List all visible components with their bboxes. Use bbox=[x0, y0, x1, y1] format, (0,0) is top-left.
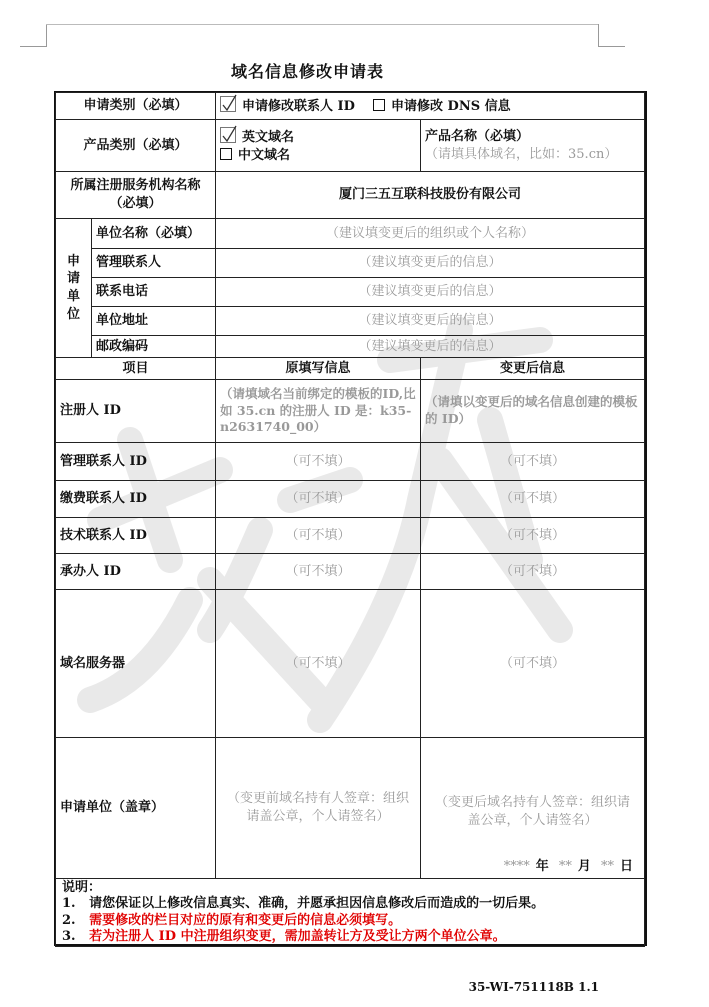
applicant-field-label: 单位地址 bbox=[92, 307, 216, 336]
contact-id-row bbox=[56, 443, 645, 481]
applicant-row bbox=[56, 336, 645, 358]
applicant-field-input[interactable]: （建议填变更后的信息） bbox=[216, 336, 645, 358]
applicant-side-label: 申 请 单 位 bbox=[56, 219, 92, 358]
contact-changed-input[interactable]: （可不填） bbox=[421, 443, 645, 481]
stamp-changed-hint: （变更后域名持有人签章：组织请盖公章，个人请签名） bbox=[435, 795, 631, 828]
stamp-original-area[interactable]: （变更前域名持有人签章：组织请盖公章，个人请签名） bbox=[216, 738, 421, 879]
contact-id-label: 缴费联系人 ID bbox=[56, 481, 216, 518]
stamp-changed-area[interactable] bbox=[421, 738, 645, 879]
checked-checkbox-icon[interactable] bbox=[220, 96, 236, 112]
applicant-field-label: 单位名称（必填） bbox=[92, 219, 216, 249]
registrant-id-row bbox=[56, 380, 645, 443]
checkbox-icon[interactable] bbox=[220, 148, 232, 160]
registrant-id-label: 注册人 ID bbox=[56, 380, 216, 443]
contact-changed-input[interactable]: （可不填） bbox=[421, 554, 645, 590]
application-type-options bbox=[216, 93, 645, 120]
applicant-row bbox=[56, 219, 645, 249]
registrant-original-input[interactable]: （请填域名当前绑定的模板的ID,比如 35.cn 的注册人 ID 是：k35-n2631740_00） bbox=[216, 380, 421, 443]
applicant-field-input[interactable]: （建议填变更后的信息） bbox=[216, 278, 645, 307]
dns-label: 域名服务器 bbox=[56, 590, 216, 738]
contact-changed-input[interactable]: （可不填） bbox=[421, 481, 645, 518]
contact-id-label: 承办人 ID bbox=[56, 554, 216, 590]
application-form bbox=[55, 92, 645, 947]
product-name-label: 产品名称（必填） bbox=[425, 128, 530, 144]
contact-original-input[interactable]: （可不填） bbox=[216, 518, 421, 554]
contact-id-row bbox=[56, 481, 645, 518]
product-type-row bbox=[56, 120, 645, 172]
applicant-row bbox=[56, 278, 645, 307]
option-chinese-domain: 中文域名 bbox=[238, 147, 291, 163]
contact-id-label: 管理联系人 ID bbox=[56, 443, 216, 481]
applicant-field-input[interactable]: （建议填变更后的组织或个人名称） bbox=[216, 219, 645, 249]
contact-id-row bbox=[56, 518, 645, 554]
stamp-label: 申请单位（盖章） bbox=[56, 738, 216, 879]
registrant-changed-input[interactable]: （请填以变更后的域名信息创建的模板的 ID） bbox=[421, 380, 645, 443]
applicant-field-label: 管理联系人 bbox=[92, 249, 216, 278]
contact-changed-input[interactable]: （可不填） bbox=[421, 518, 645, 554]
application-type-row bbox=[56, 93, 645, 120]
stamp-row bbox=[56, 738, 645, 879]
applicant-field-input[interactable]: （建议填变更后的信息） bbox=[216, 307, 645, 336]
notes-row bbox=[56, 879, 645, 947]
note-item: 1. 请您保证以上修改信息真实、准确，并愿承担因信息修改后而造成的一切后果。 bbox=[62, 896, 545, 912]
page-corner-mark bbox=[598, 24, 625, 47]
applicant-field-input[interactable]: （建议填变更后的信息） bbox=[216, 249, 645, 278]
dns-row bbox=[56, 590, 645, 738]
contact-original-input[interactable]: （可不填） bbox=[216, 443, 421, 481]
stamp-date: **** 年 ** 月 ** 日 bbox=[503, 859, 634, 875]
note-item: 2. 需要修改的栏目对应的原有和变更后的信息必须填写。 bbox=[62, 912, 402, 928]
note-item: 3. 若为注册人 ID 中注册组织变更，需加盖转让方及受让方两个单位公章。 bbox=[62, 928, 506, 944]
notes-title: 说明： bbox=[62, 880, 102, 895]
dns-original-input[interactable]: （可不填） bbox=[216, 590, 421, 738]
document-code: 35-WI-751118B 1.1 bbox=[468, 980, 599, 994]
page-corner-mark bbox=[20, 24, 47, 47]
registrar-value: 厦门三五互联科技股份有限公司 bbox=[216, 172, 645, 219]
column-header-changed: 变更后信息 bbox=[421, 358, 645, 380]
contact-id-row bbox=[56, 554, 645, 590]
applicant-field-label: 联系电话 bbox=[92, 278, 216, 307]
checkbox-icon[interactable] bbox=[373, 99, 385, 111]
notes-cell bbox=[56, 879, 645, 947]
contact-original-input[interactable]: （可不填） bbox=[216, 554, 421, 590]
column-header-item: 项目 bbox=[56, 358, 216, 380]
contact-original-input[interactable]: （可不填） bbox=[216, 481, 421, 518]
applicant-field-label: 邮政编码 bbox=[92, 336, 216, 358]
option-modify-dns: 申请修改 DNS 信息 bbox=[391, 99, 511, 115]
product-name-hint: （请填具体域名，比如：35.cn） bbox=[425, 146, 618, 162]
contact-id-label: 技术联系人 ID bbox=[56, 518, 216, 554]
dns-changed-input[interactable]: （可不填） bbox=[421, 590, 645, 738]
application-type-label: 申请类别（必填） bbox=[56, 93, 216, 120]
product-type-label: 产品类别（必填） bbox=[56, 120, 216, 172]
registrar-row bbox=[56, 172, 645, 219]
column-header-original: 原填写信息 bbox=[216, 358, 421, 380]
registrar-label: 所属注册服务机构名称 （必填） bbox=[56, 172, 216, 219]
applicant-row bbox=[56, 307, 645, 336]
page-top-rule bbox=[46, 24, 598, 25]
checked-checkbox-icon[interactable] bbox=[220, 127, 236, 143]
column-header-row bbox=[56, 358, 645, 380]
form-title: 域名信息修改申请表 bbox=[230, 62, 384, 81]
product-name-cell[interactable] bbox=[421, 120, 645, 172]
applicant-row bbox=[56, 249, 645, 278]
option-english-domain: 英文域名 bbox=[242, 129, 295, 145]
option-modify-contact-id: 申请修改联系人 ID bbox=[242, 99, 355, 115]
product-type-options bbox=[216, 120, 421, 172]
